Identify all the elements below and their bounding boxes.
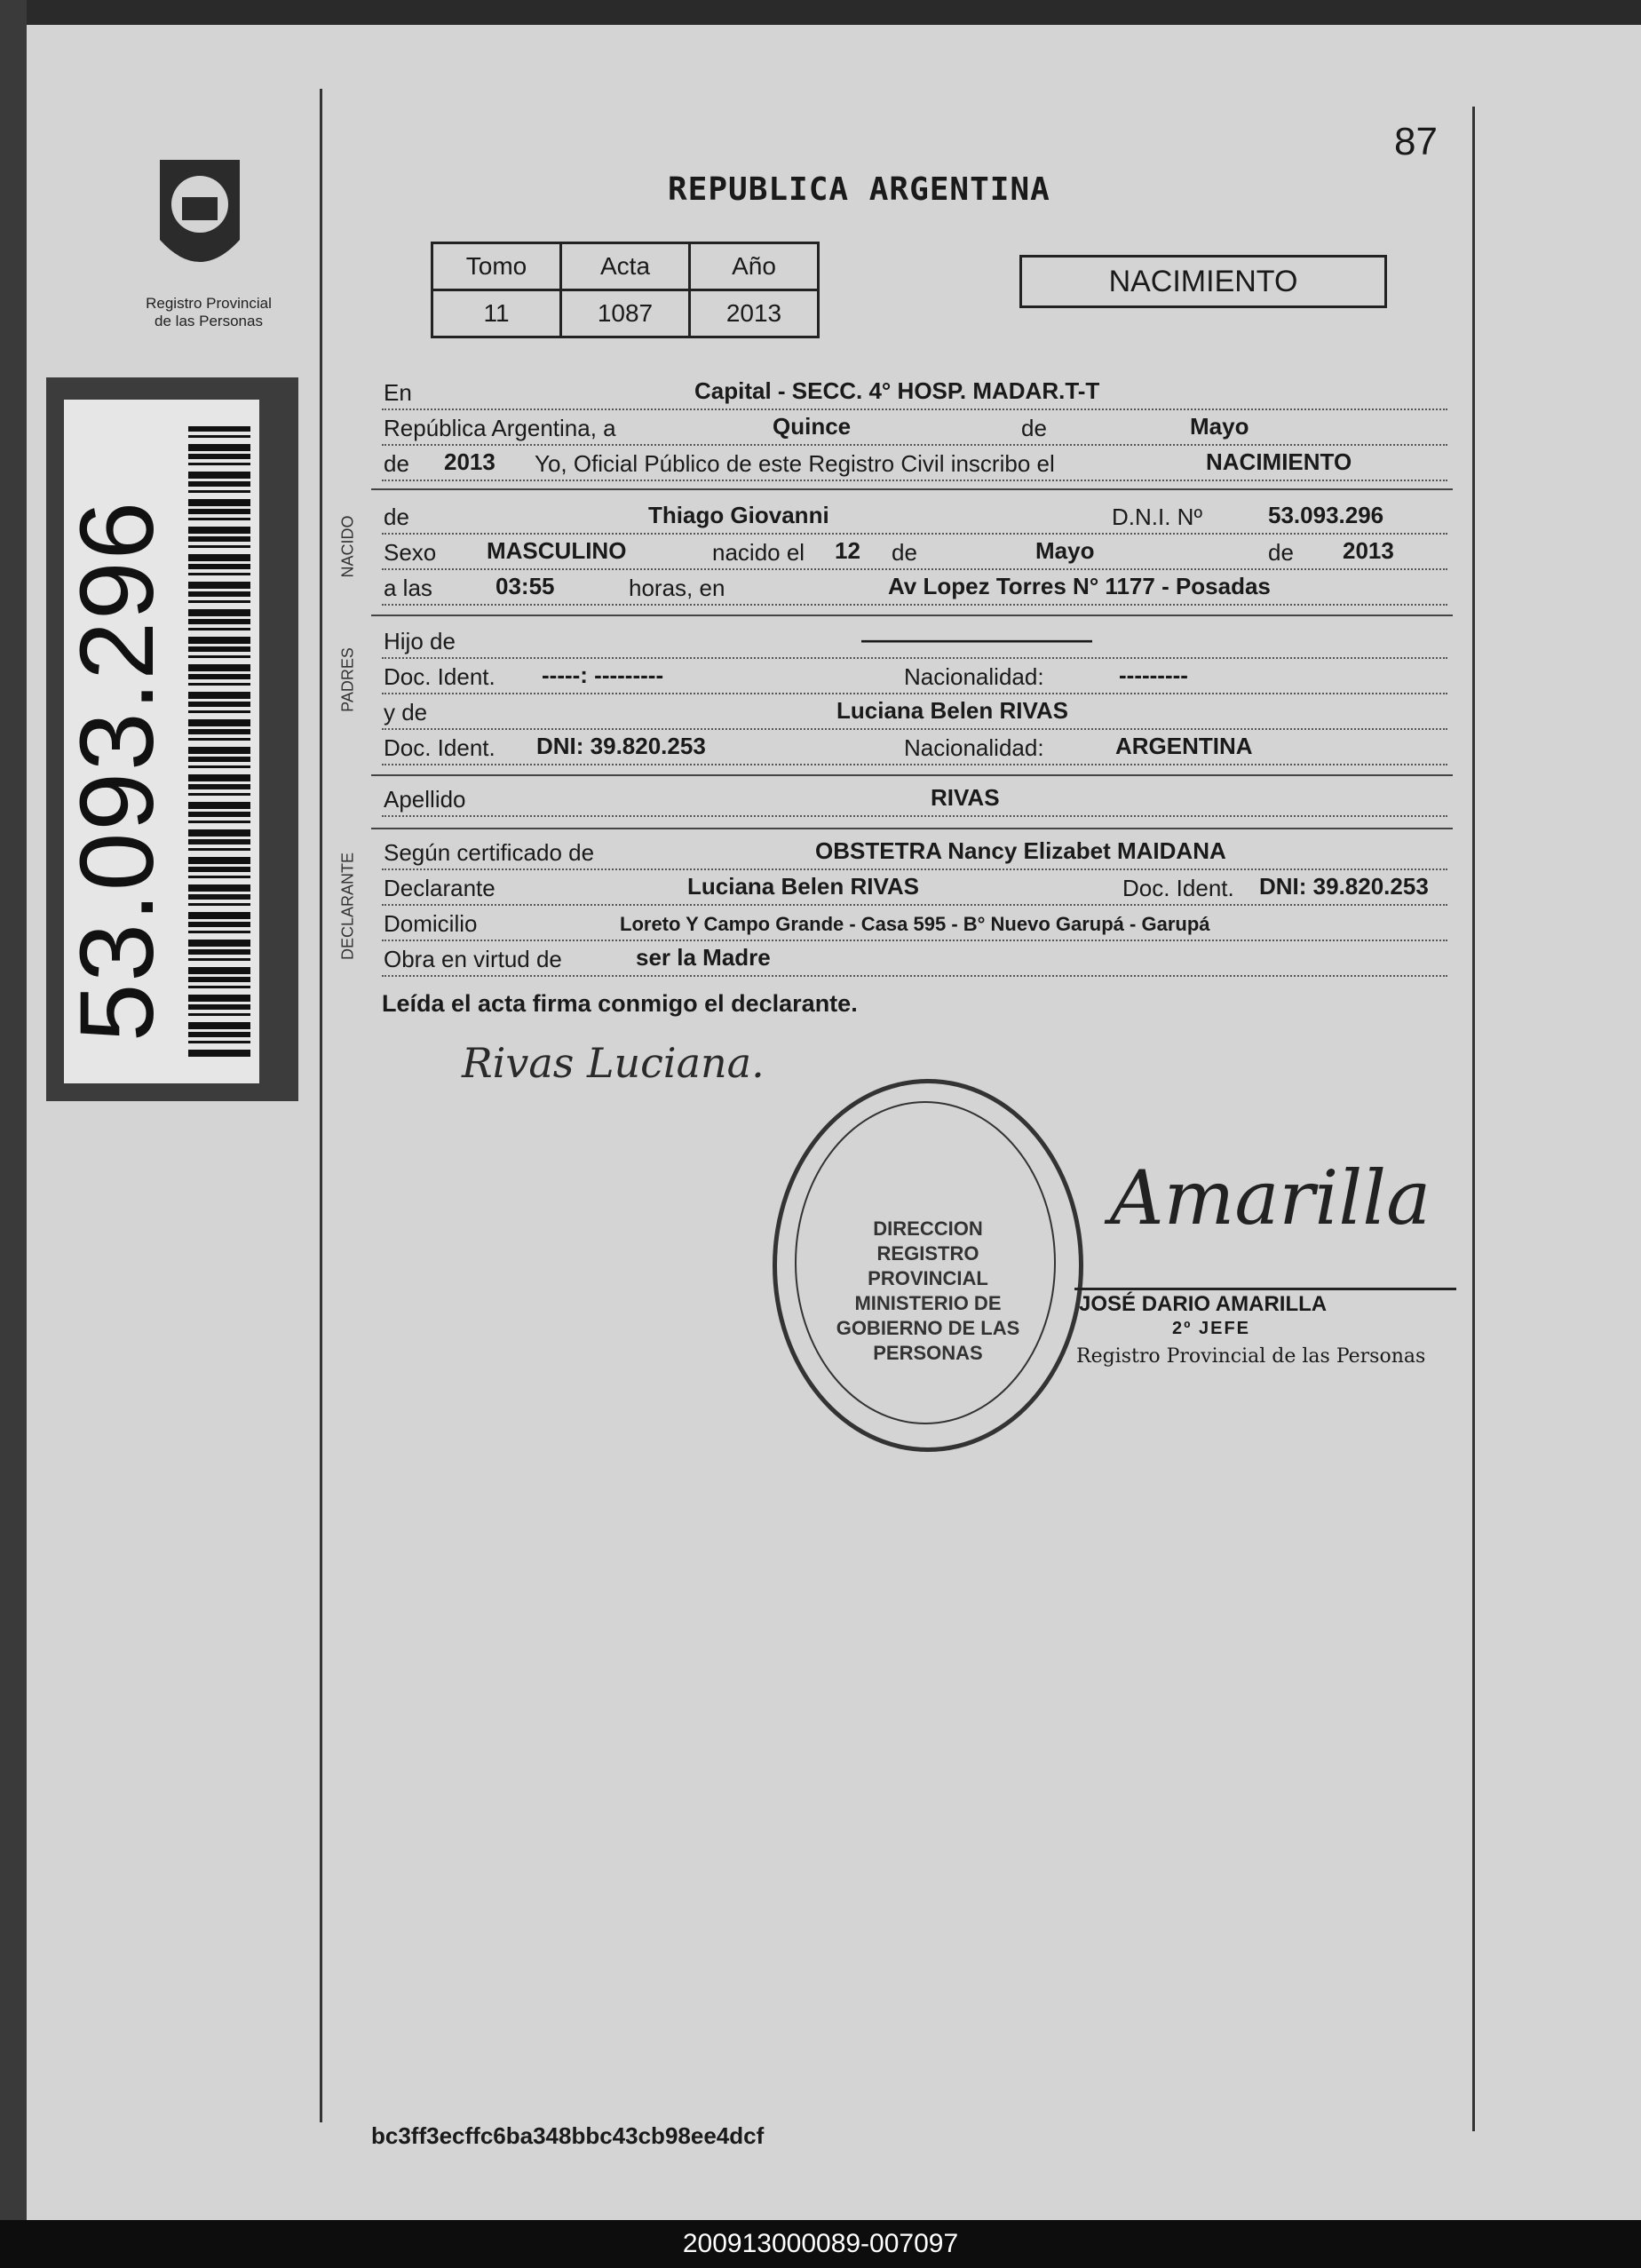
nacido-day: 12 bbox=[835, 537, 860, 564]
section-nacido-label: NACIDO bbox=[338, 515, 357, 578]
official-signature-scrawl: Amarilla bbox=[1110, 1154, 1431, 1241]
declarant-handwritten-signature: Rivas Luciana. bbox=[462, 1039, 765, 1087]
de-label: de bbox=[1021, 415, 1047, 441]
lugar-value: Av Lopez Torres N° 1177 - Posadas bbox=[888, 573, 1271, 599]
table-value-ano: 2013 bbox=[690, 290, 819, 337]
row-doc1 bbox=[382, 659, 1447, 694]
table-value-acta: 1087 bbox=[561, 290, 690, 337]
apellido-value: RIVAS bbox=[931, 784, 1000, 811]
yde-label: y de bbox=[384, 699, 428, 726]
binding-edge bbox=[0, 0, 27, 2220]
year-value: 2013 bbox=[444, 448, 495, 475]
document-title: REPUBLICA ARGENTINA bbox=[668, 171, 1050, 208]
divider-declarante bbox=[371, 828, 1453, 829]
alas-label: a las bbox=[384, 575, 432, 601]
row-madre bbox=[382, 694, 1447, 730]
doc1-label: Doc. Ident. bbox=[384, 663, 495, 690]
signature-line bbox=[1074, 1288, 1456, 1290]
leida-statement: Leída el acta firma conmigo el declarante. bbox=[382, 990, 858, 1017]
table-header-ano: Año bbox=[690, 243, 819, 290]
republica-label: República Argentina, a bbox=[384, 415, 616, 441]
en-label: En bbox=[384, 379, 412, 406]
hijo-value: —————————— bbox=[861, 626, 1092, 653]
act-type-box: NACIMIENTO bbox=[1019, 255, 1387, 308]
nacido-year: 2013 bbox=[1343, 537, 1394, 564]
document-hash: bc3ff3ecffc6ba348bbc43cb98ee4dcf bbox=[371, 2122, 765, 2149]
madre-value: Luciana Belen RIVAS bbox=[836, 697, 1069, 724]
oficial-value: NACIMIENTO bbox=[1206, 448, 1352, 475]
decl-doc-value: DNI: 39.820.253 bbox=[1259, 873, 1429, 900]
row-republica bbox=[382, 410, 1447, 446]
nac1-label: Nacionalidad: bbox=[904, 663, 1044, 690]
barcode-sticker bbox=[46, 377, 298, 1101]
row-en bbox=[382, 375, 1447, 410]
logo-caption-line1: Registro Provincial bbox=[146, 295, 272, 312]
section-declarante-label: DECLARANTE bbox=[338, 852, 357, 961]
nombre-label: de bbox=[384, 504, 409, 530]
official-org: Registro Provincial de las Personas bbox=[1076, 1345, 1426, 1368]
declarante-value: Luciana Belen RIVAS bbox=[687, 873, 920, 900]
sexo-label: Sexo bbox=[384, 539, 437, 566]
nacido-de-label: de bbox=[892, 539, 917, 566]
left-margin-line bbox=[320, 89, 322, 2122]
nac2-label: Nacionalidad: bbox=[904, 734, 1044, 761]
obra-label: Obra en virtud de bbox=[384, 946, 562, 972]
alas-value: 03:55 bbox=[495, 573, 555, 599]
apellido-label: Apellido bbox=[384, 786, 466, 813]
row-certificado bbox=[382, 835, 1447, 870]
row-apellido bbox=[382, 781, 1447, 817]
official-circular-stamp bbox=[773, 1079, 1083, 1452]
en-value: Capital - SECC. 4° HOSP. MADAR.T-T bbox=[694, 377, 1100, 404]
doc2-value: DNI: 39.820.253 bbox=[536, 733, 706, 759]
row-sexo bbox=[382, 535, 1447, 570]
certificado-label: Según certificado de bbox=[384, 839, 595, 866]
official-role: 2º JEFE bbox=[1172, 1319, 1251, 1338]
oficial-text: Yo, Oficial Público de este Registro Civil inscribo el bbox=[535, 450, 1055, 477]
stamp-text: DIRECCION REGISTRO PROVINCIAL MINISTERIO DE GOBIERNO DE LAS PERSONAS bbox=[836, 1217, 1020, 1364]
logo-caption bbox=[111, 295, 306, 330]
doc2-label: Doc. Ident. bbox=[384, 734, 495, 761]
logo-caption-line2: de las Personas bbox=[155, 313, 263, 329]
sexo-value: MASCULINO bbox=[487, 537, 627, 564]
row-declarante bbox=[382, 870, 1447, 906]
row-alas bbox=[382, 570, 1447, 606]
nacido-month: Mayo bbox=[1035, 537, 1095, 564]
table-header-tomo: Tomo bbox=[432, 243, 561, 290]
hijo-label: Hijo de bbox=[384, 628, 456, 654]
doc1-value: -----: --------- bbox=[542, 662, 664, 688]
divider-apellido bbox=[371, 774, 1453, 776]
decl-doc-label: Doc. Ident. bbox=[1122, 875, 1234, 901]
declarante-label: Declarante bbox=[384, 875, 495, 901]
domicilio-label: Domicilio bbox=[384, 910, 478, 937]
obra-value: ser la Madre bbox=[636, 944, 771, 971]
nacido-de2-label: de bbox=[1268, 539, 1294, 566]
page-number: 87 bbox=[1394, 120, 1438, 163]
right-margin-line bbox=[1472, 107, 1475, 2131]
table-value-tomo: 11 bbox=[432, 290, 561, 337]
nac2-value: ARGENTINA bbox=[1115, 733, 1253, 759]
row-hijo bbox=[382, 623, 1447, 659]
document-id-bar: 200913000089-007097 bbox=[0, 2220, 1641, 2268]
domicilio-value: Loreto Y Campo Grande - Casa 595 - B° Nuevo Garupá - Garupá bbox=[620, 913, 1210, 935]
official-name: JOSÉ DARIO AMARILLA bbox=[1079, 1292, 1328, 1316]
horas-label: horas, en bbox=[629, 575, 725, 601]
dni-value: 53.093.296 bbox=[1268, 502, 1384, 528]
divider-nacido bbox=[371, 488, 1453, 490]
row-obra bbox=[382, 941, 1447, 977]
table-header-acta: Acta bbox=[561, 243, 690, 290]
nacido-label: nacido el bbox=[712, 539, 805, 566]
month-value: Mayo bbox=[1190, 413, 1249, 440]
row-domicilio bbox=[382, 906, 1447, 941]
certificado-value: OBSTETRA Nancy Elizabet MAIDANA bbox=[815, 837, 1226, 864]
nombre-value: Thiago Giovanni bbox=[648, 502, 829, 528]
de2-label: de bbox=[384, 450, 409, 477]
row-doc2 bbox=[382, 730, 1447, 765]
row-year bbox=[382, 446, 1447, 481]
section-padres-label: PADRES bbox=[338, 647, 357, 712]
barcode-bars bbox=[188, 426, 250, 1057]
province-seal-logo bbox=[142, 142, 258, 284]
dni-label: D.N.I. Nº bbox=[1112, 504, 1202, 530]
row-nombre bbox=[382, 499, 1447, 535]
republica-value: Quince bbox=[773, 413, 852, 440]
nac1-value: --------- bbox=[1119, 662, 1188, 688]
tomo-acta-ano-table bbox=[431, 242, 820, 338]
barcode-number: 53.093.296 bbox=[59, 499, 176, 1043]
divider-padres bbox=[371, 615, 1453, 616]
